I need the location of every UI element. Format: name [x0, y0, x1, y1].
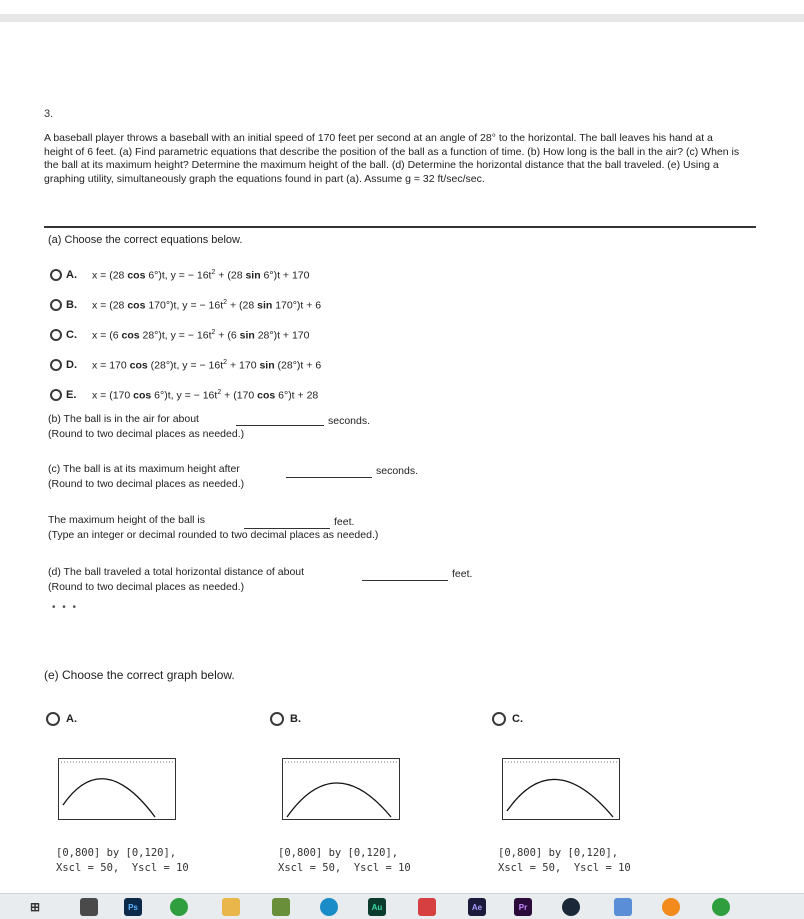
part-c-text: (c) The ball is at its maximum height after [48, 463, 240, 475]
folder-icon[interactable] [222, 898, 240, 916]
graph-option-a[interactable] [46, 712, 77, 726]
part-b-text: (b) The ball is in the air for about [48, 413, 199, 425]
graph-c [502, 758, 620, 820]
max-height-unit: feet. [334, 516, 355, 528]
media-icon[interactable] [418, 898, 436, 916]
part-c-note: (Round to two decimal places as needed.) [48, 478, 245, 490]
max-height-note: (Type an integer or decimal rounded to two decimal places as needed.) [48, 529, 379, 541]
edge-icon[interactable] [320, 898, 338, 916]
option-e[interactable] [50, 380, 321, 410]
part-d [48, 565, 508, 599]
chrome-icon[interactable] [170, 898, 188, 916]
premiere-icon[interactable]: Pr [514, 898, 532, 916]
graph-option-b[interactable] [270, 712, 301, 726]
trajectory-curve [287, 783, 391, 817]
option-equation: x = (170 cos 6°)t, y = − $16t^2 + (170$ cos 6°)t + 28 [92, 388, 319, 402]
part-c-unit: seconds. [376, 465, 419, 477]
option-equation: x = (28 cos 6°)t, y = − $16t^2 + (28$ sin 6°)t + 170 [92, 268, 310, 282]
graph-a-plot [59, 759, 175, 819]
option-d[interactable] [50, 350, 321, 380]
divider [44, 226, 756, 228]
part-d-unit: feet. [452, 568, 473, 580]
option-a[interactable] [50, 260, 321, 290]
option-letter: A. [66, 269, 77, 281]
question-number: 3. [44, 108, 54, 120]
radio-button[interactable] [46, 712, 60, 726]
origin-icon[interactable] [662, 898, 680, 916]
radio-button[interactable] [50, 269, 62, 281]
graph-a [58, 758, 176, 820]
part-c-answer-field[interactable] [286, 464, 372, 478]
option-letter: A. [66, 713, 77, 725]
option-letter: E. [66, 389, 77, 401]
option-letter: C. [512, 713, 523, 725]
radio-button[interactable] [492, 712, 506, 726]
radio-button[interactable] [270, 712, 284, 726]
option-equation: x = (28 cos 170°)t, y = − $16t^2 + (28$ sin 170°)t + 6 [92, 298, 322, 312]
part-b-unit: seconds. [328, 415, 371, 427]
photoshop-icon[interactable]: Ps [124, 898, 142, 916]
file-explorer-icon[interactable] [80, 898, 98, 916]
taskbar [0, 893, 804, 919]
graph-option-c[interactable] [492, 712, 523, 726]
option-b[interactable] [50, 290, 321, 320]
option-c[interactable] [50, 320, 321, 350]
part-d-text: (d) The ball traveled a total horizontal distance of about [48, 566, 305, 578]
graph-b [282, 758, 400, 820]
option-letter: C. [66, 329, 77, 341]
trajectory-curve [507, 779, 613, 817]
photos-icon[interactable] [614, 898, 632, 916]
browser-top-bar [0, 0, 804, 24]
part-e-label: (e) Choose the correct graph below. [44, 668, 235, 682]
option-letter: B. [290, 713, 301, 725]
graph-a-window: [0,800] by [0,120], Xscl = 50, Yscl = 10 [56, 847, 189, 874]
part-d-answer-field[interactable] [362, 567, 448, 581]
part-c-max-height [48, 513, 508, 547]
graph-c-plot [503, 759, 619, 819]
option-equation: x = (6 cos 28°)t, y = − $16t^2 + (6$ sin 28°)t + 170 [92, 328, 310, 342]
radio-button[interactable] [50, 389, 62, 401]
top-strip [0, 14, 804, 22]
minecraft-icon[interactable] [272, 898, 290, 916]
collapsed-content-marker: • • • [52, 602, 79, 613]
option-equation: x = 170 cos (28°)t, y = − $16t^2 + 170$ sin (28°)t + 6 [92, 358, 322, 372]
part-b [48, 412, 468, 446]
part-d-note: (Round to two decimal places as needed.) [48, 581, 245, 593]
after-effects-icon[interactable]: Ae [468, 898, 486, 916]
part-c [48, 462, 468, 496]
graph-c-window: [0,800] by [0,120], Xscl = 50, Yscl = 10 [498, 847, 631, 874]
trajectory-curve [63, 779, 155, 817]
part-a-options [50, 260, 321, 410]
chrome-icon[interactable] [712, 898, 730, 916]
question-block [44, 108, 756, 186]
max-height-answer-field[interactable] [244, 515, 330, 529]
audition-icon[interactable]: Au [368, 898, 386, 916]
radio-button[interactable] [50, 329, 62, 341]
part-b-answer-field[interactable] [236, 412, 324, 426]
option-letter: B. [66, 299, 77, 311]
question-prompt: A baseball player throws a baseball with an initial speed of 170 feet per second at an angle of 28° to the horizontal. The ball leaves his hand at a height of 6 feet. (a) Find parametric equations that describe the position of the ball as a function of time. (b) How long is the ball in the air? (c) When is the ball at its maximum height? Determine the maximum height of the ball. (d) Determine the horizontal distance that the ball traveled. (e) Using a graphing utility, simultaneously graph the equations found in part (a). Assume g = 32 ft/sec/sec. [44, 132, 740, 185]
radio-button[interactable] [50, 359, 62, 371]
option-letter: D. [66, 359, 77, 371]
graph-b-plot [283, 759, 399, 819]
graph-b-window: [0,800] by [0,120], Xscl = 50, Yscl = 10 [278, 847, 411, 874]
part-b-note: (Round to two decimal places as needed.) [48, 428, 245, 440]
steam-icon[interactable] [562, 898, 580, 916]
radio-button[interactable] [50, 299, 62, 311]
start-icon[interactable]: ⊞ [29, 900, 41, 914]
max-height-text: The maximum height of the ball is [48, 514, 205, 526]
part-a-label: (a) Choose the correct equations below. [48, 234, 243, 246]
